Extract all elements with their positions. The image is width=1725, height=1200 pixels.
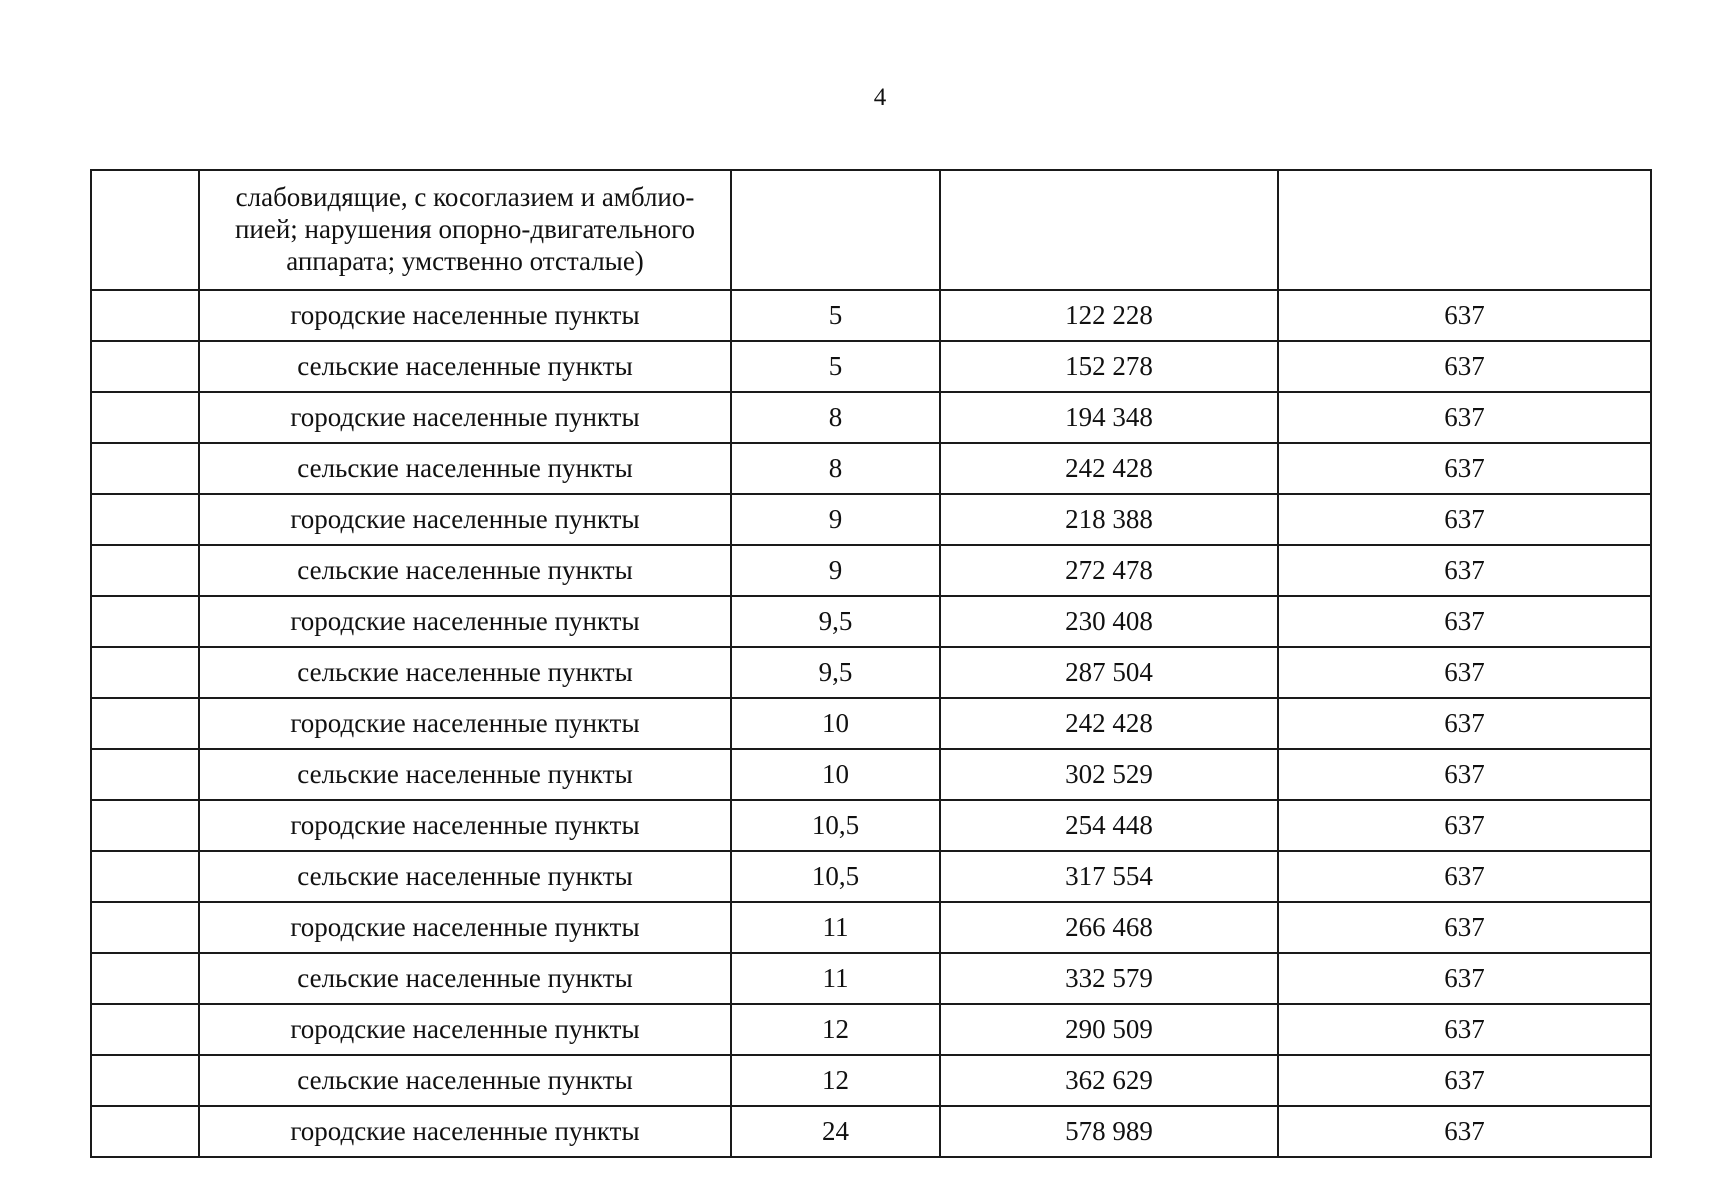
table-row [91, 953, 1651, 1004]
table-row [91, 443, 1651, 494]
page-number: 4 [873, 84, 887, 111]
amount-cell: 290 509 [940, 1004, 1278, 1055]
hours-cell: 5 [731, 290, 940, 341]
code-cell: 637 [1278, 851, 1651, 902]
hours-cell: 10,5 [731, 851, 940, 902]
amount-cell: 287 504 [940, 647, 1278, 698]
hours-cell: 24 [731, 1106, 940, 1157]
table-row [91, 545, 1651, 596]
settlement-type-cell: городские населенные пункты [199, 800, 731, 851]
hours-cell: 12 [731, 1055, 940, 1106]
amount-cell: 230 408 [940, 596, 1278, 647]
amount-cell: 302 529 [940, 749, 1278, 800]
empty-cell [940, 170, 1278, 290]
settlement-type-cell: сельские населенные пункты [199, 953, 731, 1004]
empty-cell [91, 596, 199, 647]
hours-cell: 8 [731, 443, 940, 494]
hours-cell: 10 [731, 749, 940, 800]
amount-cell: 242 428 [940, 698, 1278, 749]
code-cell: 637 [1278, 1004, 1651, 1055]
empty-cell [91, 1106, 199, 1157]
empty-cell [91, 443, 199, 494]
code-cell: 637 [1278, 1055, 1651, 1106]
hours-cell: 12 [731, 1004, 940, 1055]
table-row [91, 290, 1651, 341]
code-cell: 637 [1278, 596, 1651, 647]
amount-cell: 266 468 [940, 902, 1278, 953]
code-cell: 637 [1278, 800, 1651, 851]
amount-cell: 242 428 [940, 443, 1278, 494]
table-row [91, 392, 1651, 443]
amount-cell: 272 478 [940, 545, 1278, 596]
empty-cell [91, 545, 199, 596]
table-row [91, 902, 1651, 953]
empty-cell [91, 494, 199, 545]
empty-cell [91, 290, 199, 341]
hours-cell: 8 [731, 392, 940, 443]
settlement-type-cell: городские населенные пункты [199, 698, 731, 749]
hours-cell: 10,5 [731, 800, 940, 851]
amount-cell: 578 989 [940, 1106, 1278, 1157]
code-cell: 637 [1278, 749, 1651, 800]
table-body [91, 170, 1651, 1157]
code-cell: 637 [1278, 647, 1651, 698]
amount-cell: 362 629 [940, 1055, 1278, 1106]
settlement-type-cell: сельские населенные пункты [199, 443, 731, 494]
empty-cell [91, 800, 199, 851]
hours-cell: 11 [731, 902, 940, 953]
code-cell: 637 [1278, 698, 1651, 749]
empty-cell [91, 1055, 199, 1106]
table-row [91, 1004, 1651, 1055]
empty-cell [1278, 170, 1651, 290]
settlement-type-cell: городские населенные пункты [199, 290, 731, 341]
settlement-type-cell: городские населенные пункты [199, 1106, 731, 1157]
empty-cell [91, 698, 199, 749]
hours-cell: 9 [731, 545, 940, 596]
amount-cell: 194 348 [940, 392, 1278, 443]
empty-cell [91, 647, 199, 698]
amount-cell: 152 278 [940, 341, 1278, 392]
amount-cell: 254 448 [940, 800, 1278, 851]
empty-cell [731, 170, 940, 290]
amount-cell: 332 579 [940, 953, 1278, 1004]
hours-cell: 9,5 [731, 647, 940, 698]
settlement-type-cell: сельские населенные пункты [199, 749, 731, 800]
settlement-type-cell: сельские населенные пункты [199, 647, 731, 698]
rates-table [90, 169, 1652, 1158]
table-row [91, 596, 1651, 647]
settlement-type-cell: сельские населенные пункты [199, 851, 731, 902]
empty-cell [91, 341, 199, 392]
code-cell: 637 [1278, 494, 1651, 545]
settlement-type-cell: городские населенные пункты [199, 1004, 731, 1055]
amount-cell: 218 388 [940, 494, 1278, 545]
code-cell: 637 [1278, 545, 1651, 596]
empty-cell [91, 1004, 199, 1055]
settlement-type-cell: сельские населенные пункты [199, 545, 731, 596]
empty-cell [91, 953, 199, 1004]
hours-cell: 11 [731, 953, 940, 1004]
empty-cell [91, 392, 199, 443]
hours-cell: 9,5 [731, 596, 940, 647]
table-row [91, 851, 1651, 902]
table-row [91, 1055, 1651, 1106]
code-cell: 637 [1278, 953, 1651, 1004]
code-cell: 637 [1278, 902, 1651, 953]
table-row [91, 749, 1651, 800]
table-row [91, 698, 1651, 749]
settlement-type-cell: сельские населенные пункты [199, 341, 731, 392]
empty-cell [91, 170, 199, 290]
settlement-type-cell: городские населенные пункты [199, 392, 731, 443]
code-cell: 637 [1278, 392, 1651, 443]
empty-cell [91, 749, 199, 800]
amount-cell: 122 228 [940, 290, 1278, 341]
code-cell: 637 [1278, 341, 1651, 392]
amount-cell: 317 554 [940, 851, 1278, 902]
empty-cell [91, 902, 199, 953]
code-cell: 637 [1278, 443, 1651, 494]
code-cell: 637 [1278, 1106, 1651, 1157]
continuation-row [91, 170, 1651, 290]
hours-cell: 9 [731, 494, 940, 545]
table-row [91, 1106, 1651, 1157]
code-cell: 637 [1278, 290, 1651, 341]
settlement-type-cell: сельские населенные пункты [199, 1055, 731, 1106]
settlement-type-cell: городские населенные пункты [199, 494, 731, 545]
settlement-type-cell: городские населенные пункты [199, 596, 731, 647]
empty-cell [91, 851, 199, 902]
table-row [91, 341, 1651, 392]
settlement-type-cell: городские населенные пункты [199, 902, 731, 953]
hours-cell: 5 [731, 341, 940, 392]
table-row [91, 800, 1651, 851]
table-row [91, 647, 1651, 698]
category-description: слабовидящие, с косоглазием и амблио- пией; нарушения опорно-двигательного аппарата; умственно отсталые) [199, 170, 731, 290]
hours-cell: 10 [731, 698, 940, 749]
table-row [91, 494, 1651, 545]
